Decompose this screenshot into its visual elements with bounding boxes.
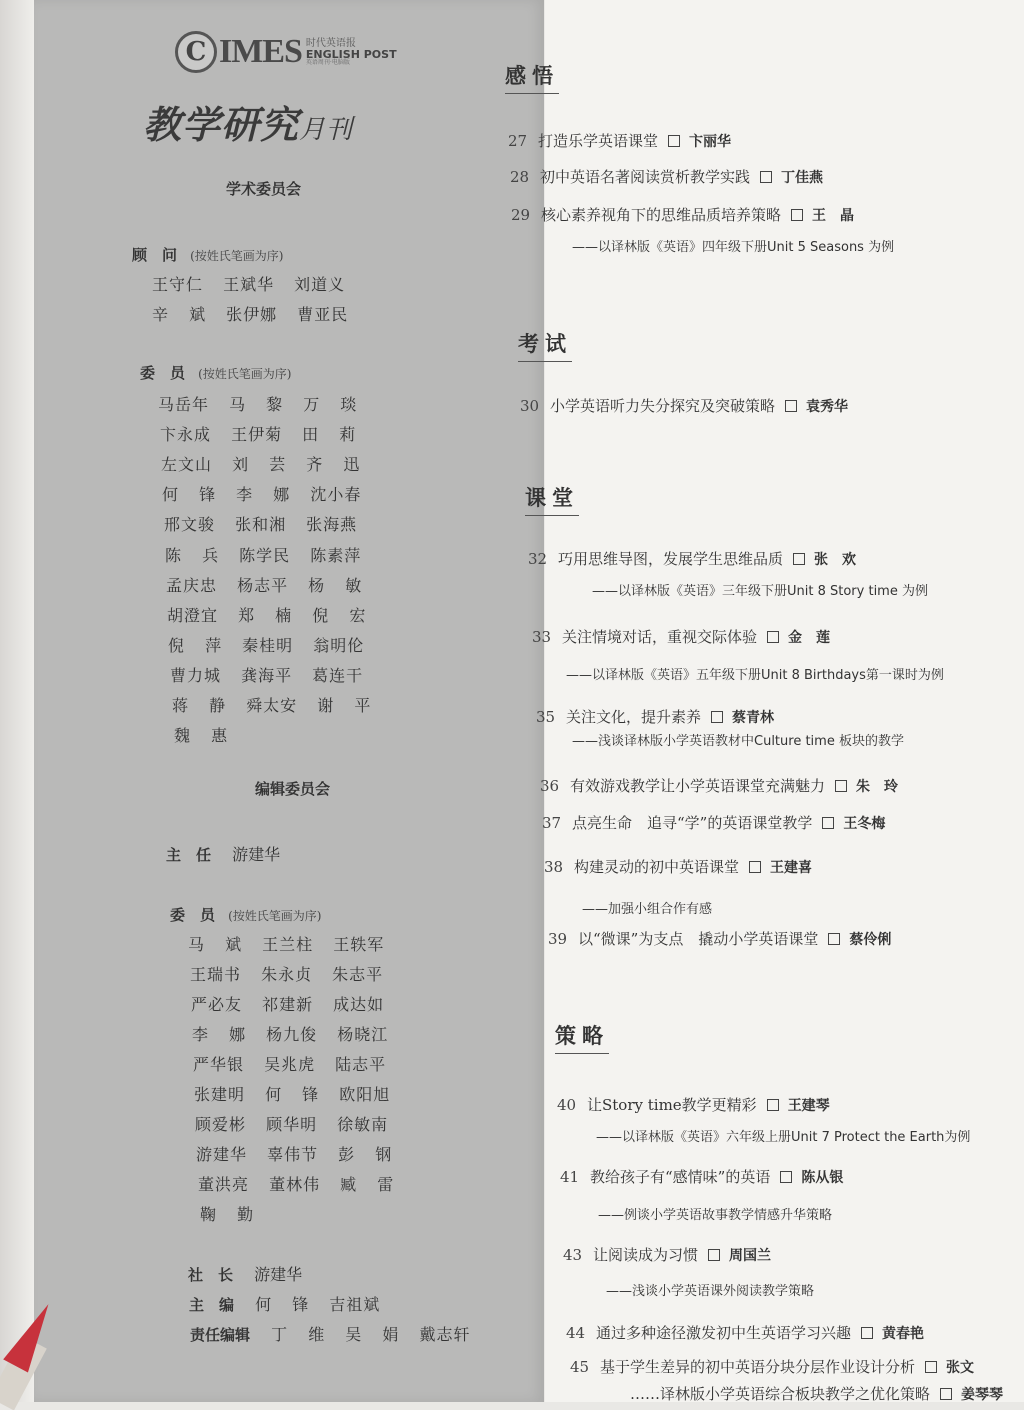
academic-committee-heading: 学术委员会 xyxy=(226,180,302,198)
toc-title: 巧用思维导图，发展学生思维品质 xyxy=(558,550,784,568)
previous-page-edge xyxy=(0,0,34,1402)
toc-subtitle: ——以译林版《英语》六年级上册Unit 7 Protect the Earth为例 xyxy=(596,1130,971,1145)
chief-editor-label: 主 编 xyxy=(189,1296,235,1314)
editorial-member-row: 张建明 何 锋 欧阳旭 xyxy=(194,1085,391,1104)
toc-title: 核心素养视角下的思维品质培养策略 xyxy=(541,206,782,224)
separator-box-icon xyxy=(767,631,779,643)
logo-c-mark: C xyxy=(175,31,217,73)
toc-title: 关注文化，提升素养 xyxy=(566,708,702,726)
editorial-members-label-line xyxy=(170,904,321,925)
toc-author: 朱 玲 xyxy=(856,779,899,795)
magazine-title-suffix: 月刊 xyxy=(299,115,354,145)
academic-members-label-line xyxy=(140,362,291,383)
chief-editor-names: 何 锋 吉祖斌 xyxy=(255,1295,381,1314)
academic-member-row: 邢文骏 张和湘 张海燕 xyxy=(164,515,358,534)
president-name: 游建华 xyxy=(254,1265,303,1284)
section-title-ganwu: 感悟 xyxy=(505,60,559,94)
academic-member-row: 倪 萍 秦桂明 翁明伦 xyxy=(168,636,365,655)
toc-title: 以“微课”为支点 撬动小学英语课堂 xyxy=(578,930,819,948)
toc-page-number: 27 xyxy=(508,132,528,150)
toc-entry[interactable] xyxy=(542,812,885,833)
toc-page-number: 38 xyxy=(544,858,564,876)
academic-member-row: 何 锋 李 娜 沈小春 xyxy=(162,485,362,504)
separator-box-icon xyxy=(940,1388,952,1400)
toc-title: 教给孩子有“感情味”的英语 xyxy=(590,1168,771,1186)
toc-title: 通过多种途径激发初中生英语学习兴趣 xyxy=(596,1324,852,1342)
academic-member-row: 蒋 静 舜太安 谢 平 xyxy=(172,696,372,715)
logo-wordmark: IMES xyxy=(219,33,302,70)
editorial-member-row: 游建华 辜伟节 彭 钢 xyxy=(196,1145,393,1164)
academic-member-row: 马岳年 马 黎 万 琰 xyxy=(158,395,358,414)
toc-author: 卞丽华 xyxy=(689,134,732,150)
toc-title: ……译林版小学英语综合板块教学之优化策略 xyxy=(630,1385,931,1403)
editorial-member-row: 严华银 吴兆虎 陆志平 xyxy=(193,1055,387,1074)
editorial-member-row: 李 娜 杨九俊 杨晓江 xyxy=(192,1025,389,1044)
editorial-committee-heading: 编辑委员会 xyxy=(255,780,331,798)
president-line xyxy=(188,1262,302,1285)
toc-author: 蔡伶俐 xyxy=(849,932,892,948)
toc-title: 让阅读成为习惯 xyxy=(593,1246,699,1264)
separator-box-icon xyxy=(760,171,772,183)
academic-member-row: 胡澄宜 郑 楠 倪 宏 xyxy=(167,606,367,625)
toc-page-number: 35 xyxy=(536,708,556,726)
toc-page-number: 41 xyxy=(560,1168,580,1186)
toc-author: 陈从银 xyxy=(801,1170,844,1186)
separator-box-icon xyxy=(791,209,803,221)
toc-author: 王建喜 xyxy=(770,860,813,876)
toc-title: 关注情境对话，重视交际体验 xyxy=(562,628,758,646)
toc-entry[interactable] xyxy=(570,1356,974,1377)
toc-author: 蔡青林 xyxy=(732,710,775,726)
academic-member-row: 孟庆忠 杨志平 杨 敏 xyxy=(166,576,363,595)
academic-member-row: 左文山 刘 芸 齐 迅 xyxy=(161,455,361,474)
toc-entry[interactable] xyxy=(600,1383,1003,1404)
toc-page-number: 30 xyxy=(520,397,540,415)
magazine-title xyxy=(143,94,353,149)
toc-author: 袁秀华 xyxy=(806,399,849,415)
toc-entry[interactable] xyxy=(510,166,823,187)
toc-author: 金 莲 xyxy=(788,630,831,646)
toc-page-number: 33 xyxy=(532,628,552,646)
editorial-member-row: 马 斌 王兰柱 王轶军 xyxy=(188,935,385,954)
toc-entry[interactable] xyxy=(563,1244,771,1265)
separator-box-icon xyxy=(711,711,723,723)
academic-member-row: 魏 惠 xyxy=(174,726,229,745)
toc-subtitle: ——例谈小学英语故事教学情感升华策略 xyxy=(598,1208,833,1223)
separator-box-icon xyxy=(785,400,797,412)
responsible-editor-label: 责任编辑 xyxy=(190,1326,251,1344)
editorial-member-row: 董洪亮 董林伟 臧 雷 xyxy=(198,1175,395,1194)
separator-box-icon xyxy=(780,1171,792,1183)
separator-box-icon xyxy=(925,1361,937,1373)
times-english-post-logo xyxy=(175,28,397,76)
toc-title: 点亮生命 追寻“学”的英语课堂教学 xyxy=(572,814,813,832)
academic-member-row: 卞永成 王伊菊 田 莉 xyxy=(160,425,357,444)
editorial-director-label: 主 任 xyxy=(166,846,212,864)
toc-author: 张 欢 xyxy=(814,552,857,568)
toc-page-number: 40 xyxy=(557,1096,577,1114)
separator-box-icon xyxy=(861,1327,873,1339)
logo-cn: 时代英语报 xyxy=(305,37,356,49)
toc-title: 让Story time教学更精彩 xyxy=(587,1096,757,1114)
president-label: 社 长 xyxy=(188,1266,234,1284)
editorial-director-line xyxy=(166,842,280,865)
section-title-kaoshi: 考试 xyxy=(518,328,572,362)
toc-subtitle: ——以译林版《英语》四年级下册Unit 5 Seasons 为例 xyxy=(572,240,895,255)
toc-title: 小学英语听力失分探究及突破策略 xyxy=(550,397,776,415)
separator-box-icon xyxy=(793,553,805,565)
toc-author: 王 晶 xyxy=(812,208,855,224)
separator-box-icon xyxy=(835,780,847,792)
toc-author: 王冬梅 xyxy=(843,816,886,832)
toc-entry[interactable] xyxy=(528,548,856,569)
academic-member-row: 陈 兵 陈学民 陈素萍 xyxy=(165,546,362,565)
toc-page-number: 44 xyxy=(566,1324,586,1342)
toc-subtitle: ——加强小组合作有感 xyxy=(582,902,713,917)
responsible-editor-line xyxy=(190,1322,470,1345)
advisors-label-line xyxy=(132,244,283,265)
chief-editor-line xyxy=(189,1292,380,1315)
toc-page-number: 39 xyxy=(548,930,568,948)
academic-members-label: 委 员 xyxy=(140,364,186,382)
editorial-member-row: 王瑞书 朱永贞 朱志平 xyxy=(190,965,384,984)
toc-page-number: 32 xyxy=(528,550,548,568)
responsible-editor-names: 丁 维 吴 娟 戴志轩 xyxy=(271,1325,471,1344)
separator-box-icon xyxy=(668,135,680,147)
separator-box-icon xyxy=(822,817,834,829)
toc-page-number: 43 xyxy=(563,1246,583,1264)
toc-entry[interactable] xyxy=(544,856,812,877)
academic-member-row: 曹力城 龚海平 葛连干 xyxy=(170,666,364,685)
advisors-note: (按姓氏笔画为序) xyxy=(190,249,284,263)
separator-box-icon xyxy=(828,933,840,945)
separator-box-icon xyxy=(767,1099,779,1111)
toc-entry[interactable] xyxy=(511,204,854,225)
toc-entry[interactable] xyxy=(536,706,774,727)
toc-entry[interactable] xyxy=(557,1094,830,1115)
editorial-director-name: 游建华 xyxy=(232,845,281,864)
editorial-member-row: 鞠 勤 xyxy=(200,1205,255,1224)
editorial-member-row: 顾爱彬 顾华明 徐敏南 xyxy=(195,1115,389,1134)
separator-box-icon xyxy=(708,1249,720,1261)
toc-author: 周国兰 xyxy=(729,1248,772,1264)
toc-entry[interactable] xyxy=(520,395,848,416)
toc-title: 有效游戏教学让小学英语课堂充满魅力 xyxy=(570,777,826,795)
logo-caption xyxy=(306,39,397,66)
toc-author: 王建琴 xyxy=(787,1098,830,1114)
toc-page-number: 36 xyxy=(540,777,560,795)
toc-title: 构建灵动的初中英语课堂 xyxy=(574,858,740,876)
advisors-label: 顾 问 xyxy=(132,246,178,264)
toc-author: 张文 xyxy=(946,1360,975,1376)
editorial-members-label: 委 员 xyxy=(170,906,216,924)
toc-entry[interactable] xyxy=(560,1166,843,1187)
toc-subtitle: ——浅谈译林版小学英语教材中Culture time 板块的教学 xyxy=(572,734,904,749)
advisors-row: 辛 斌 张伊娜 曹亚民 xyxy=(152,305,349,324)
toc-subtitle: ——以译林版《英语》三年级下册Unit 8 Story time 为例 xyxy=(592,584,928,599)
toc-page-number: 45 xyxy=(570,1358,590,1376)
toc-page-number: 28 xyxy=(510,168,530,186)
toc-page-number: 37 xyxy=(542,814,562,832)
toc-page-number: 29 xyxy=(511,206,531,224)
toc-author: 丁佳燕 xyxy=(781,170,824,186)
advisors-row: 王守仁 王斌华 刘道义 xyxy=(152,275,346,294)
toc-author: 姜琴琴 xyxy=(961,1387,1004,1403)
toc-entry[interactable] xyxy=(508,130,731,151)
toc-entry[interactable] xyxy=(532,626,830,647)
toc-title: 初中英语名著阅读赏析教学实践 xyxy=(540,168,751,186)
section-title-ketang: 课堂 xyxy=(525,482,579,516)
toc-subtitle: ——以译林版《英语》五年级下册Unit 8 Birthdays第一课时为例 xyxy=(566,668,944,683)
logo-tagline: 英语周刊·电脑版 xyxy=(305,58,350,66)
toc-title: 基于学生差异的初中英语分块分层作业设计分析 xyxy=(600,1358,916,1376)
logo-en: ENGLISH POST xyxy=(305,47,397,61)
separator-box-icon xyxy=(749,861,761,873)
toc-entry[interactable] xyxy=(566,1322,924,1343)
toc-author: 黄春艳 xyxy=(882,1326,925,1342)
toc-entry[interactable] xyxy=(540,775,898,796)
editorial-members-note: (按姓氏笔画为序) xyxy=(228,909,322,923)
section-title-celue: 策略 xyxy=(555,1020,609,1054)
toc-title: 打造乐学英语课堂 xyxy=(538,132,659,150)
magazine-title-main: 教学研究 xyxy=(143,103,300,147)
toc-subtitle: ——浅谈小学英语课外阅读教学策略 xyxy=(606,1284,815,1299)
editorial-member-row: 严必友 祁建新 成达如 xyxy=(191,995,385,1014)
toc-entry[interactable] xyxy=(548,928,891,949)
academic-members-note: (按姓氏笔画为序) xyxy=(198,367,292,381)
